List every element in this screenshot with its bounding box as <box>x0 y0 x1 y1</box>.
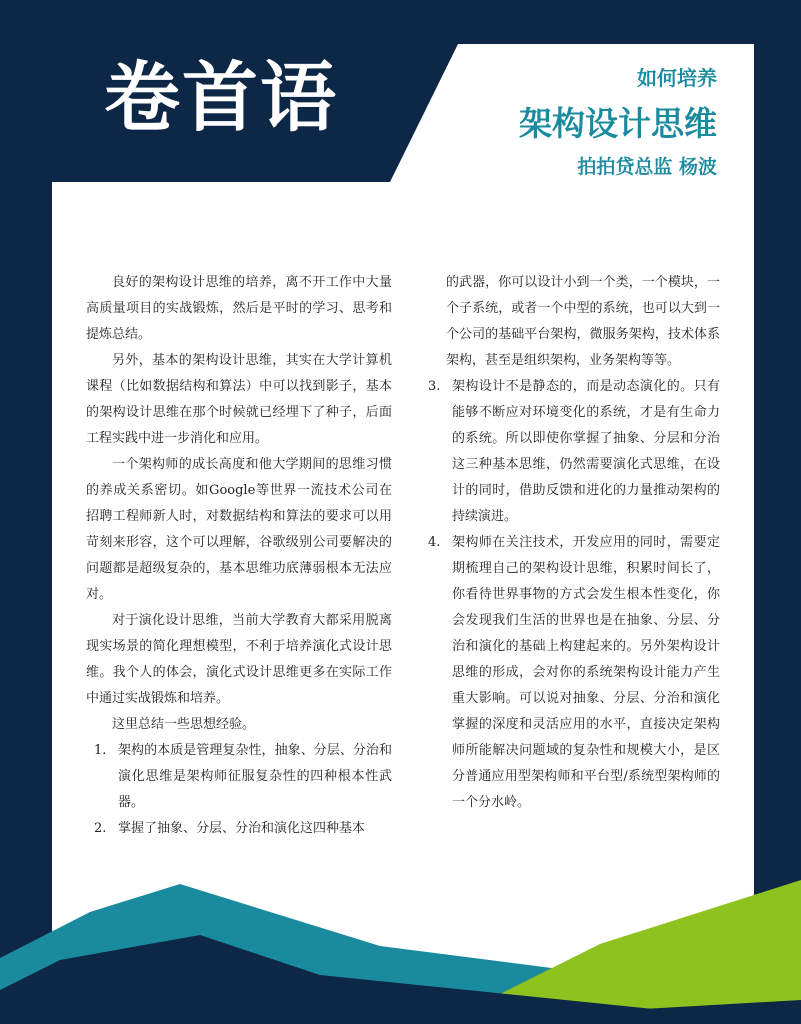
paragraph: 对于演化设计思维，当前大学教育大都采用脱离现实场景的简化理想模型，不利于培养演化式设计思维。我个人的体会，演化式设计思维更多在实际工作中通过实战锻炼和培养。 <box>86 613 392 706</box>
page-title: 卷首语 <box>104 53 338 142</box>
article-column-left <box>86 270 392 842</box>
list-item <box>86 738 392 816</box>
article-column-right <box>420 270 720 816</box>
list-number: 2. <box>94 821 107 836</box>
list-number: 4. <box>428 535 441 550</box>
list-text: 架构师在关注技术，开发应用的同时，需要定期梳理自己的架构设计思维，积累时间长了，你看待世界事物的方式会发生根本性变化，你会发现我们生活的世界也是在抽象、分层、分治和演化的基础上构建起来的。另外架构设计思维的形成，会对你的系统架构设计能力产生重大影响。可以说对抽象、分层、分治和演化掌握的深度和灵活应用的水平，直接决定架构师所能解决问题域的复杂性和规模大小，是区分普通应用型架构师和平台型/系统型架构师的一个分水岭。 <box>452 535 720 810</box>
paragraph: 良好的架构设计思维的培养，离不开工作中大量高质量项目的实战锻炼，然后是平时的学习、思考和提炼总结。 <box>86 275 392 342</box>
subtitle-small: 如何培养 <box>637 66 717 90</box>
list-text: 架构设计不是静态的，而是动态演化的。只有能够不断应对环境变化的系统，才是有生命力的系统。所以即使你掌握了抽象、分层和分治这三种基本思维，仍然需要演化式思维，在设计的同时，借助反馈和进化的力量推动架构的持续演进。 <box>452 379 720 524</box>
list-continuation: 的武器，你可以设计小到一个类，一个模块，一个子系统，或者一个中型的系统，也可以大到一个公司的基础平台架构，微服务架构，技术体系架构，甚至是组织架构，业务架构等等。 <box>446 275 720 368</box>
list-text: 架构的本质是管理复杂性，抽象、分层、分治和演化思维是架构师征服复杂性的四种根本性武器。 <box>118 743 392 810</box>
list-item <box>420 530 720 816</box>
list-item <box>86 816 392 842</box>
list-text: 掌握了抽象、分层、分治和演化这四种基本 <box>118 821 366 836</box>
paragraph: 一个架构师的成长高度和他大学期间的思维习惯的养成关系密切。如Google等世界一流技术公司在招聘工程师新人时，对数据结构和算法的要求可以用苛刻来形容，这个可以理解，谷歌级别公司要解决的问题都是超级复杂的，基本思维功底薄弱根本无法应对。 <box>86 457 392 602</box>
author-line: 拍拍贷总监 杨波 <box>577 156 717 178</box>
paragraph: 这里总结一些思想经验。 <box>112 717 256 732</box>
list-item <box>420 374 720 530</box>
subtitle-main: 架构设计思维 <box>519 104 717 143</box>
list-number: 3. <box>428 379 441 394</box>
paragraph: 另外，基本的架构设计思维，其实在大学计算机课程（比如数据结构和算法）中可以找到影子，基本的架构设计思维在那个时候就已经埋下了种子，后面工程实践中进一步消化和应用。 <box>86 353 392 446</box>
list-number: 1. <box>94 743 107 758</box>
